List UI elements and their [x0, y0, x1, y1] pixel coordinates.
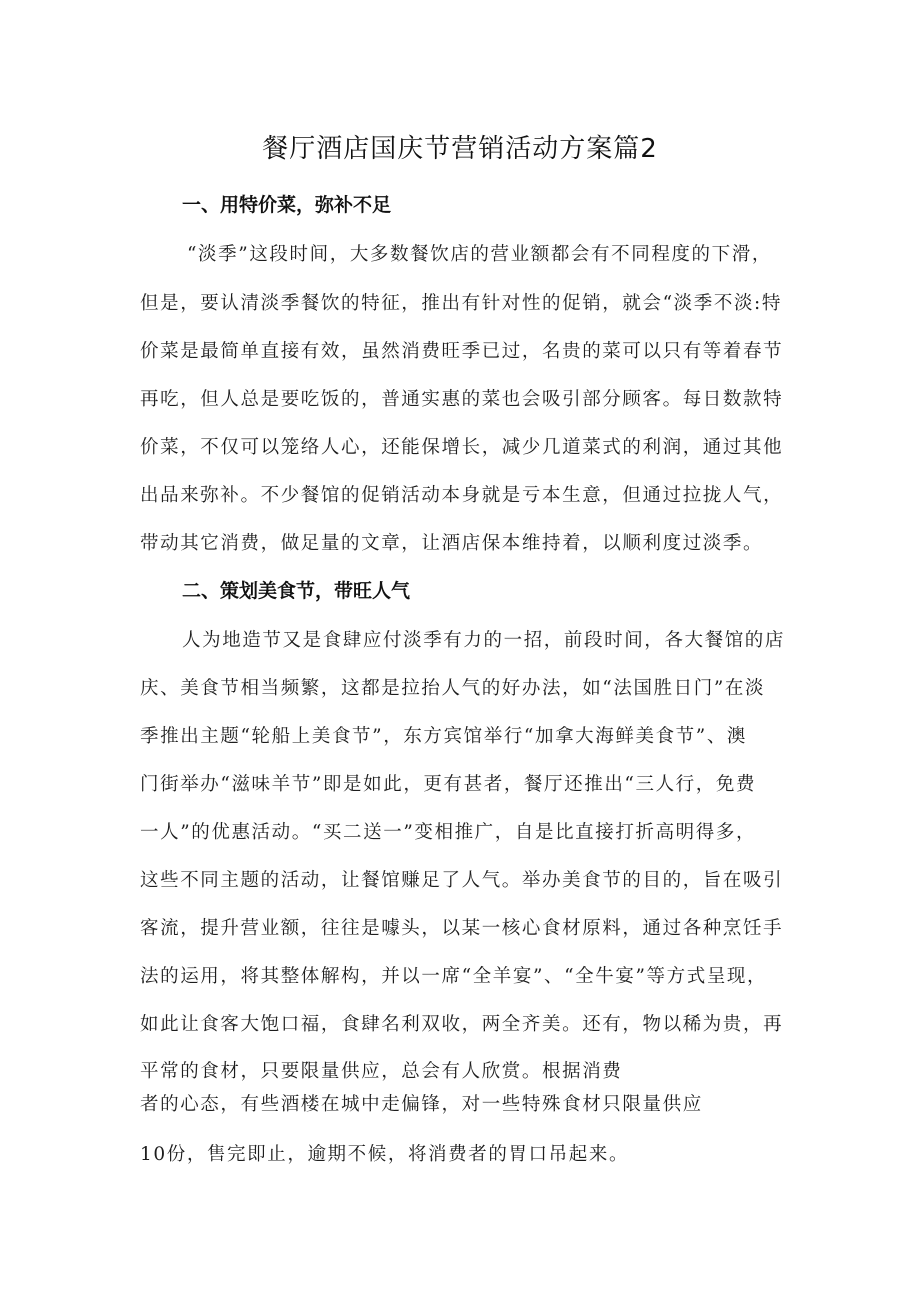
paragraph-line: “淡季”这段时间，大多数餐饮店的营业额都会有不同程度的下滑， — [187, 244, 772, 265]
section-heading-1: 一、用特价菜，弥补不足 — [182, 194, 392, 216]
paragraph-line: 平常的食材，只要限量供应，总会有人欣赏。根据消费 — [140, 1061, 623, 1082]
paragraph-line: 客流，提升营业额，往往是噱头，以某一核心食材原料，通过各种烹饪手 — [140, 918, 784, 939]
paragraph-line: 再吃，但人总是要吃饭的，普通实惠的菜也会吸引部分顾客。每日数款特 — [140, 389, 784, 410]
paragraph-line: 带动其它消费，做足量的文章，让酒店保本维持着，以顺利度过淡季。 — [140, 533, 764, 554]
paragraph-line: 季推出主题“轮船上美食节”，东方宾馆举行“加拿大海鲜美食节”、澳 — [140, 726, 748, 747]
paragraph-line: 门街举办“滋味羊节”即是如此，更有甚者，餐厅还推出“三人行，免费 — [140, 774, 757, 795]
paragraph-line: 出品来弥补。不少餐馆的促销活动本身就是亏本生意，但通过拉拢人气， — [140, 485, 784, 506]
paragraph-line: 者的心态，有些酒楼在城中走偏锋，对一些特殊食材只限量供应 — [140, 1094, 703, 1115]
paragraph-line: 10份，售完即止，逾期不候，将消费者的胃口吊起来。 — [140, 1144, 630, 1165]
paragraph-line: 人为地造节又是食肆应付淡季有力的一招，前段时间，各大餐馆的店 — [182, 630, 786, 651]
paragraph-line: 如此让食客大饱口福，食肆名利双收，两全齐美。还有，物以稀为贵，再 — [140, 1014, 784, 1035]
paragraph-line: 庆、美食节相当频繁，这都是拉抬人气的好办法，如“法国胜日门”在淡 — [140, 678, 766, 699]
page-title: 餐厅酒店国庆节营销活动方案篇2 — [262, 134, 658, 164]
paragraph-line: 法的运用，将其整体解构，并以一席“全羊宴”、“全牛宴”等方式呈现， — [140, 966, 768, 987]
paragraph-line: 价菜，不仅可以笼络人心，还能保增长，减少几道菜式的利润，通过其他 — [140, 437, 784, 458]
paragraph-line: 这些不同主题的活动，让餐馆赚足了人气。举办美食节的目的，旨在吸引 — [140, 870, 784, 891]
section-heading-2: 二、策划美食节，带旺人气 — [182, 580, 411, 602]
paragraph-line: 但是，要认清淡季餐饮的特征，推出有针对性的促销，就会“淡季不淡:特 — [140, 293, 782, 314]
paragraph-line: 一人”的优惠活动。“买二送一”变相推广，自是比直接打折高明得多， — [140, 822, 757, 843]
paragraph-line: 价菜是最简单直接有效，虽然消费旺季已过，名贵的菜可以只有等着春节 — [140, 341, 784, 362]
